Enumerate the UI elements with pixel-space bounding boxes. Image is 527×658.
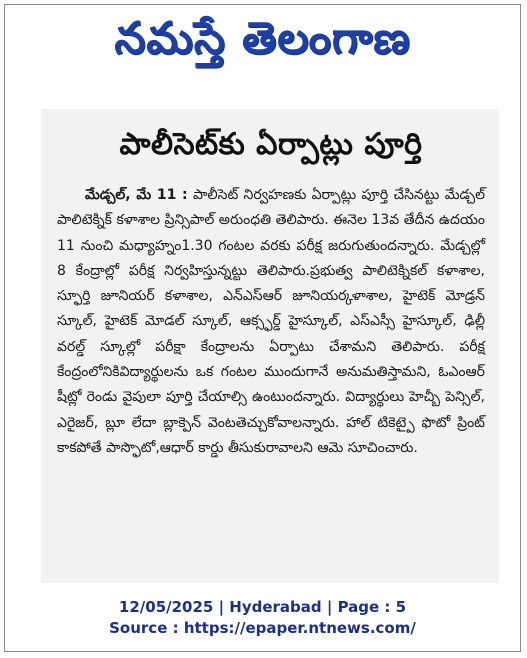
newspaper-logo: నమస్తే తెలంగాణ (114, 13, 411, 64)
article-dateline: మేడ్చల్, మే 11 : (85, 187, 188, 203)
masthead (5, 11, 520, 77)
page-frame (4, 4, 521, 652)
article-body-text: పాలీసెట్ నిర్వహణకు ఏర్పాట్లు పూర్తి చేసినట్టు మేడ్చల్ పాలిటెక్నిక్ కళాశాల ప్రిన్సిపాల్ అరుంధతి తెలిపారు. ఈనెల 13వ తేదీన ఉదయం 11 నుంచి మధ్యాహ్నం1.30 గంటల వరకు పరీక్ష జరుగుతుందన్నారు. మేడ్చల్లో 8 కేంద్రాల్లో పరీక్ష నిర్వహిస్తున్నట్టు తెలిపారు.ప్రభుత్వ పాలిటెక్నికల్ కళాశాల, స్ఫూర్తి జూనియర్ కళాశాల, ఎన్ఎస్ఆర్ జూనియర్కళాశాల, హైటెక్ మోడ్రన్ స్కూల్, హైటెక్ మోడల్ స్కూల్, ఆక్స్ఫర్డ్ హైస్కూల్, ఎస్ఎస్సీ హైస్కూల్, ఢిల్లీ వరల్డ్ స్కూల్లో పరీక్షా కేంద్రాలను ఏర్పాటు చేశామని తెలిపారు. పరీక్ష కేంద్రంలోనికివిద్యార్థులను ఒక గంటల ముందుగానే అనుమతిస్తామని, ఓఎంఆర్ షీట్లో రెండు వైపులా పూర్తి చేయాల్సి ఉంటుందన్నారు. విద్యార్థులు హెచ్బీ పెన్సిల్, ఎరైజర్, బ్లూ లేదా బ్లాక్పెన్ వెంటతెచ్చుకోవాలన్నారు. హాల్ టికెట్పై ఫొటో ప్రింట్ కాకపోతే పాస్ఫొటో,ఆధార్ కార్డు తీసుకురావాలని ఆమె సూచించారు. (57, 187, 485, 456)
source-link: Source : https://epaper.ntnews.com/ (109, 619, 416, 637)
article-headline: పాలీసెట్‌కు ఏర్పాట్లు పూర్తి (119, 127, 423, 162)
publication-info: 12/05/2025 | Hyderabad | Page : 5 (118, 598, 407, 616)
article-body (57, 183, 485, 461)
news-clipping (41, 109, 499, 583)
clipping-footer (5, 597, 520, 639)
